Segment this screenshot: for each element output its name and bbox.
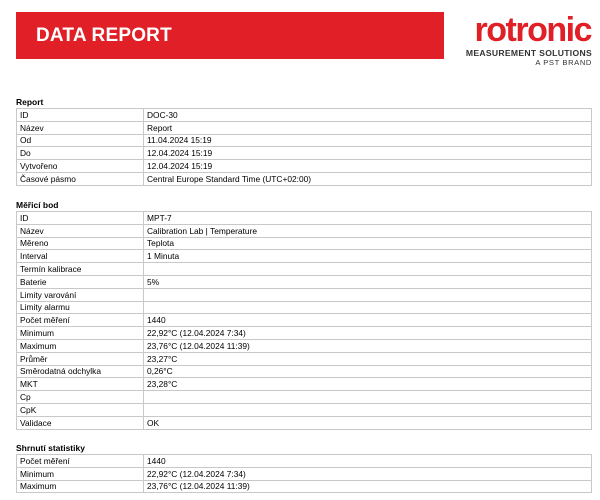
row-label: Vytvořeno (17, 160, 144, 173)
row-value: Central Europe Standard Time (UTC+02:00) (144, 172, 592, 185)
section-title: Report (16, 97, 44, 107)
row-value: 11.04.2024 15:19 (144, 134, 592, 147)
section-statistics-summary (16, 442, 592, 493)
table-row (17, 288, 592, 301)
row-value: Report (144, 121, 592, 134)
report-table (16, 108, 592, 186)
row-label: Limity varování (17, 288, 144, 301)
row-label: Průměr (17, 352, 144, 365)
table-row (17, 378, 592, 391)
logo-subbrand: A PST BRAND (535, 58, 592, 67)
table-row (17, 314, 592, 327)
row-label: Od (17, 134, 144, 147)
row-label: ID (17, 109, 144, 122)
row-label: Baterie (17, 275, 144, 288)
row-value: 23,76°C (12.04.2024 11:39) (144, 480, 592, 493)
row-value (144, 391, 592, 404)
row-label: CpK (17, 403, 144, 416)
row-value: 12.04.2024 15:19 (144, 147, 592, 160)
row-label: Směrodatná odchylka (17, 365, 144, 378)
row-value: 1440 (144, 314, 592, 327)
row-value: 23,27°C (144, 352, 592, 365)
company-logo (452, 8, 592, 68)
row-label: Časové pásmo (17, 172, 144, 185)
table-row (17, 109, 592, 122)
table-row (17, 160, 592, 173)
row-label: Maximum (17, 480, 144, 493)
table-row (17, 121, 592, 134)
row-value: 12.04.2024 15:19 (144, 160, 592, 173)
table-row (17, 455, 592, 468)
row-label: Do (17, 147, 144, 160)
row-value: DOC-30 (144, 109, 592, 122)
row-label: Maximum (17, 339, 144, 352)
row-label: Název (17, 121, 144, 134)
table-row (17, 416, 592, 429)
section-title: Měřicí bod (16, 200, 59, 210)
table-row (17, 403, 592, 416)
table-row (17, 365, 592, 378)
row-label: Termín kalibrace (17, 263, 144, 276)
row-value: 22,92°C (12.04.2024 7:34) (144, 467, 592, 480)
row-label: Limity alarmu (17, 301, 144, 314)
table-row (17, 301, 592, 314)
row-value (144, 263, 592, 276)
table-row (17, 339, 592, 352)
section-measuring-point (16, 199, 592, 430)
row-label: Minimum (17, 467, 144, 480)
row-value: 22,92°C (12.04.2024 7:34) (144, 327, 592, 340)
section-title: Shrnutí statistiky (16, 443, 85, 453)
row-value: 1440 (144, 455, 592, 468)
row-label: Interval (17, 250, 144, 263)
row-value (144, 403, 592, 416)
table-row (17, 275, 592, 288)
row-label: Minimum (17, 327, 144, 340)
row-value (144, 301, 592, 314)
report-title: DATA REPORT (36, 24, 172, 46)
logo-tagline: MEASUREMENT SOLUTIONS (465, 48, 592, 58)
table-row (17, 147, 592, 160)
table-row (17, 391, 592, 404)
row-label: Počet měření (17, 314, 144, 327)
row-value: Calibration Lab | Temperature (144, 224, 592, 237)
row-label: ID (17, 212, 144, 225)
logo-wordmark: rotronic (474, 11, 591, 48)
table-row (17, 467, 592, 480)
table-row (17, 327, 592, 340)
table-row (17, 224, 592, 237)
row-value: 0,26°C (144, 365, 592, 378)
row-label: Cp (17, 391, 144, 404)
row-label: Počet měření (17, 455, 144, 468)
row-value: Teplota (144, 237, 592, 250)
row-label: MKT (17, 378, 144, 391)
table-row (17, 263, 592, 276)
measuring-point-table (16, 211, 592, 430)
table-row (17, 237, 592, 250)
report-banner (16, 12, 444, 59)
table-row (17, 480, 592, 493)
row-value: 5% (144, 275, 592, 288)
table-row (17, 212, 592, 225)
row-value: MPT-7 (144, 212, 592, 225)
row-value (144, 288, 592, 301)
row-value: 23,28°C (144, 378, 592, 391)
row-label: Měreno (17, 237, 144, 250)
row-label: Název (17, 224, 144, 237)
row-value: 1 Minuta (144, 250, 592, 263)
row-label: Validace (17, 416, 144, 429)
table-row (17, 134, 592, 147)
section-report (16, 96, 592, 186)
table-row (17, 352, 592, 365)
rotronic-logo-graphic (458, 8, 592, 48)
row-value: OK (144, 416, 592, 429)
table-row (17, 172, 592, 185)
statistics-summary-table (16, 454, 592, 493)
row-value: 23,76°C (12.04.2024 11:39) (144, 339, 592, 352)
table-row (17, 250, 592, 263)
